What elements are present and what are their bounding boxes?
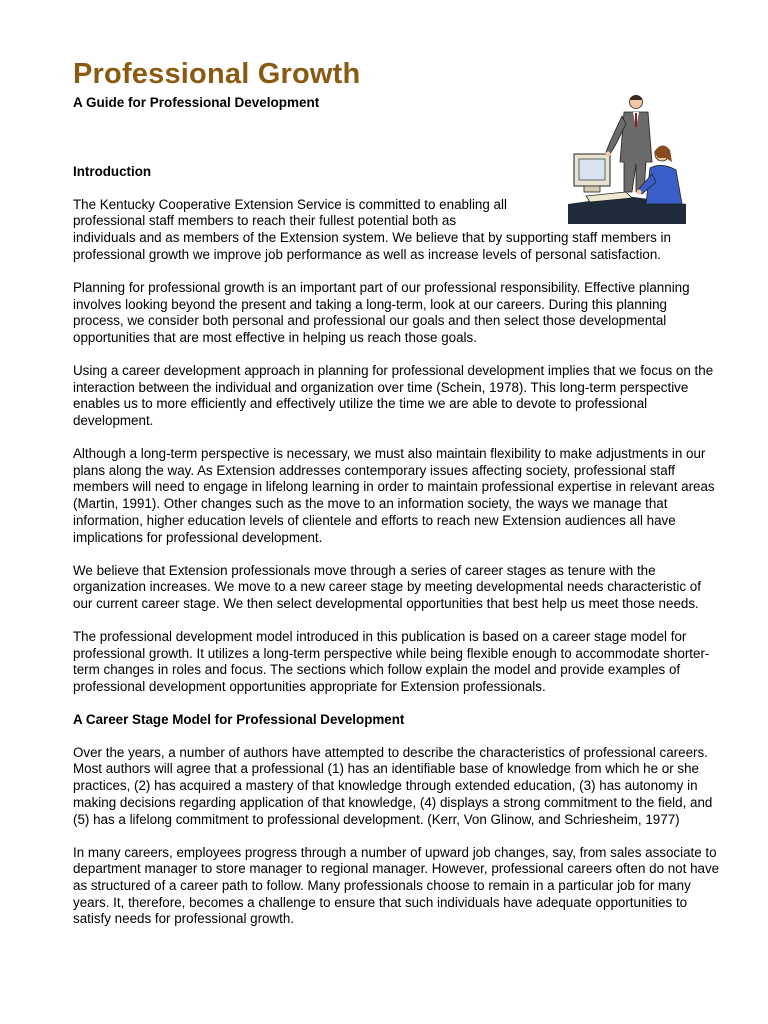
paragraph: Using a career development approach in planning for professional development implies that we focus on the interaction between the individual and organization over time (Schein, 1978). This long-term perspective enables us to more efficiently and effectively utilize the time we are able to devote to professional development. (73, 362, 714, 429)
paragraph: The professional development model introduced in this publication is based on a career stage model for professional growth. It utilizes a long-term perspective while being flexible enough to accommodate shorter-term changes in roles and focus. The sections which follow explain the model and provide examples of professional development opportunities appropriate for Extension professionals. (73, 628, 710, 695)
paragraph: Planning for professional growth is an important part of our professional responsibility. Effective planning involves looking beyond the present and taking a long-term, look at our careers. During this planning process, we consider both personal and professional our goals and then select those developmental opportunities that are most effective in helping us reach those goals. (73, 279, 690, 345)
paragraph: Over the years, a number of authors have attempted to describe the characteristics of professional careers. Most authors will agree that a professional (1) has an identifiable base of knowledge from which he or she practices, (2) has acquired a mastery of that knowledge through extended education, (3) has autonomy in making decisions regarding application of that knowledge, (4) displays a strong commitment to the field, and (5) has a lifelong commitment to professional development. (Kerr, Von Glinow, and Schriesheim, 1977) (73, 744, 713, 827)
section-heading-introduction: Introduction (73, 164, 152, 179)
paragraph: We believe that Extension professionals move through a series of career stages as tenure with the organization increases. We move to a new career stage by meeting developmental needs characteristic of our current career stage. We then select developmental opportunities that best help us meet those needs. (73, 562, 701, 611)
page-subtitle: A Guide for Professional Development (73, 95, 320, 110)
paragraph-line: The Kentucky Cooperative Extension Service is committed to enabling all (73, 196, 507, 212)
paragraph: In many careers, employees progress through a number of upward job changes, say, from sales associate to department manager to store manager to regional manager. However, professional careers often do not have as structured of a career path to follow. Many professionals choose to remain in a particular job for many years. It, therefore, becomes a challenge to ensure that such individuals have adequate opportunities to satisfy needs for professional growth. (73, 844, 720, 927)
paragraph: Although a long-term perspective is necessary, we must also maintain flexibility to make adjustments in our plans along the way. As Extension addresses contemporary issues affecting society, professional staff members will need to engage in lifelong learning in order to maintain professional expertise in relevant areas (Martin, 1991). Other changes such as the move to an information society, the ways we manage that information, higher education levels of clientele and efforts to reach new Extension audiences all have implications for professional development. (73, 446, 715, 545)
section-heading-career-stage-model: A Career Stage Model for Professional Development (73, 712, 405, 728)
paragraph-line: professional staff members to reach their fullest potential both as (73, 213, 457, 229)
paragraph (73, 197, 721, 264)
document-body (73, 164, 721, 944)
page-title: Professional Growth (73, 58, 361, 90)
paragraph-text: individuals and as members of the Extension system. We believe that by supporting staff members in professional growth we improve job performance as well as increase levels of personal satisfaction. (73, 230, 671, 262)
